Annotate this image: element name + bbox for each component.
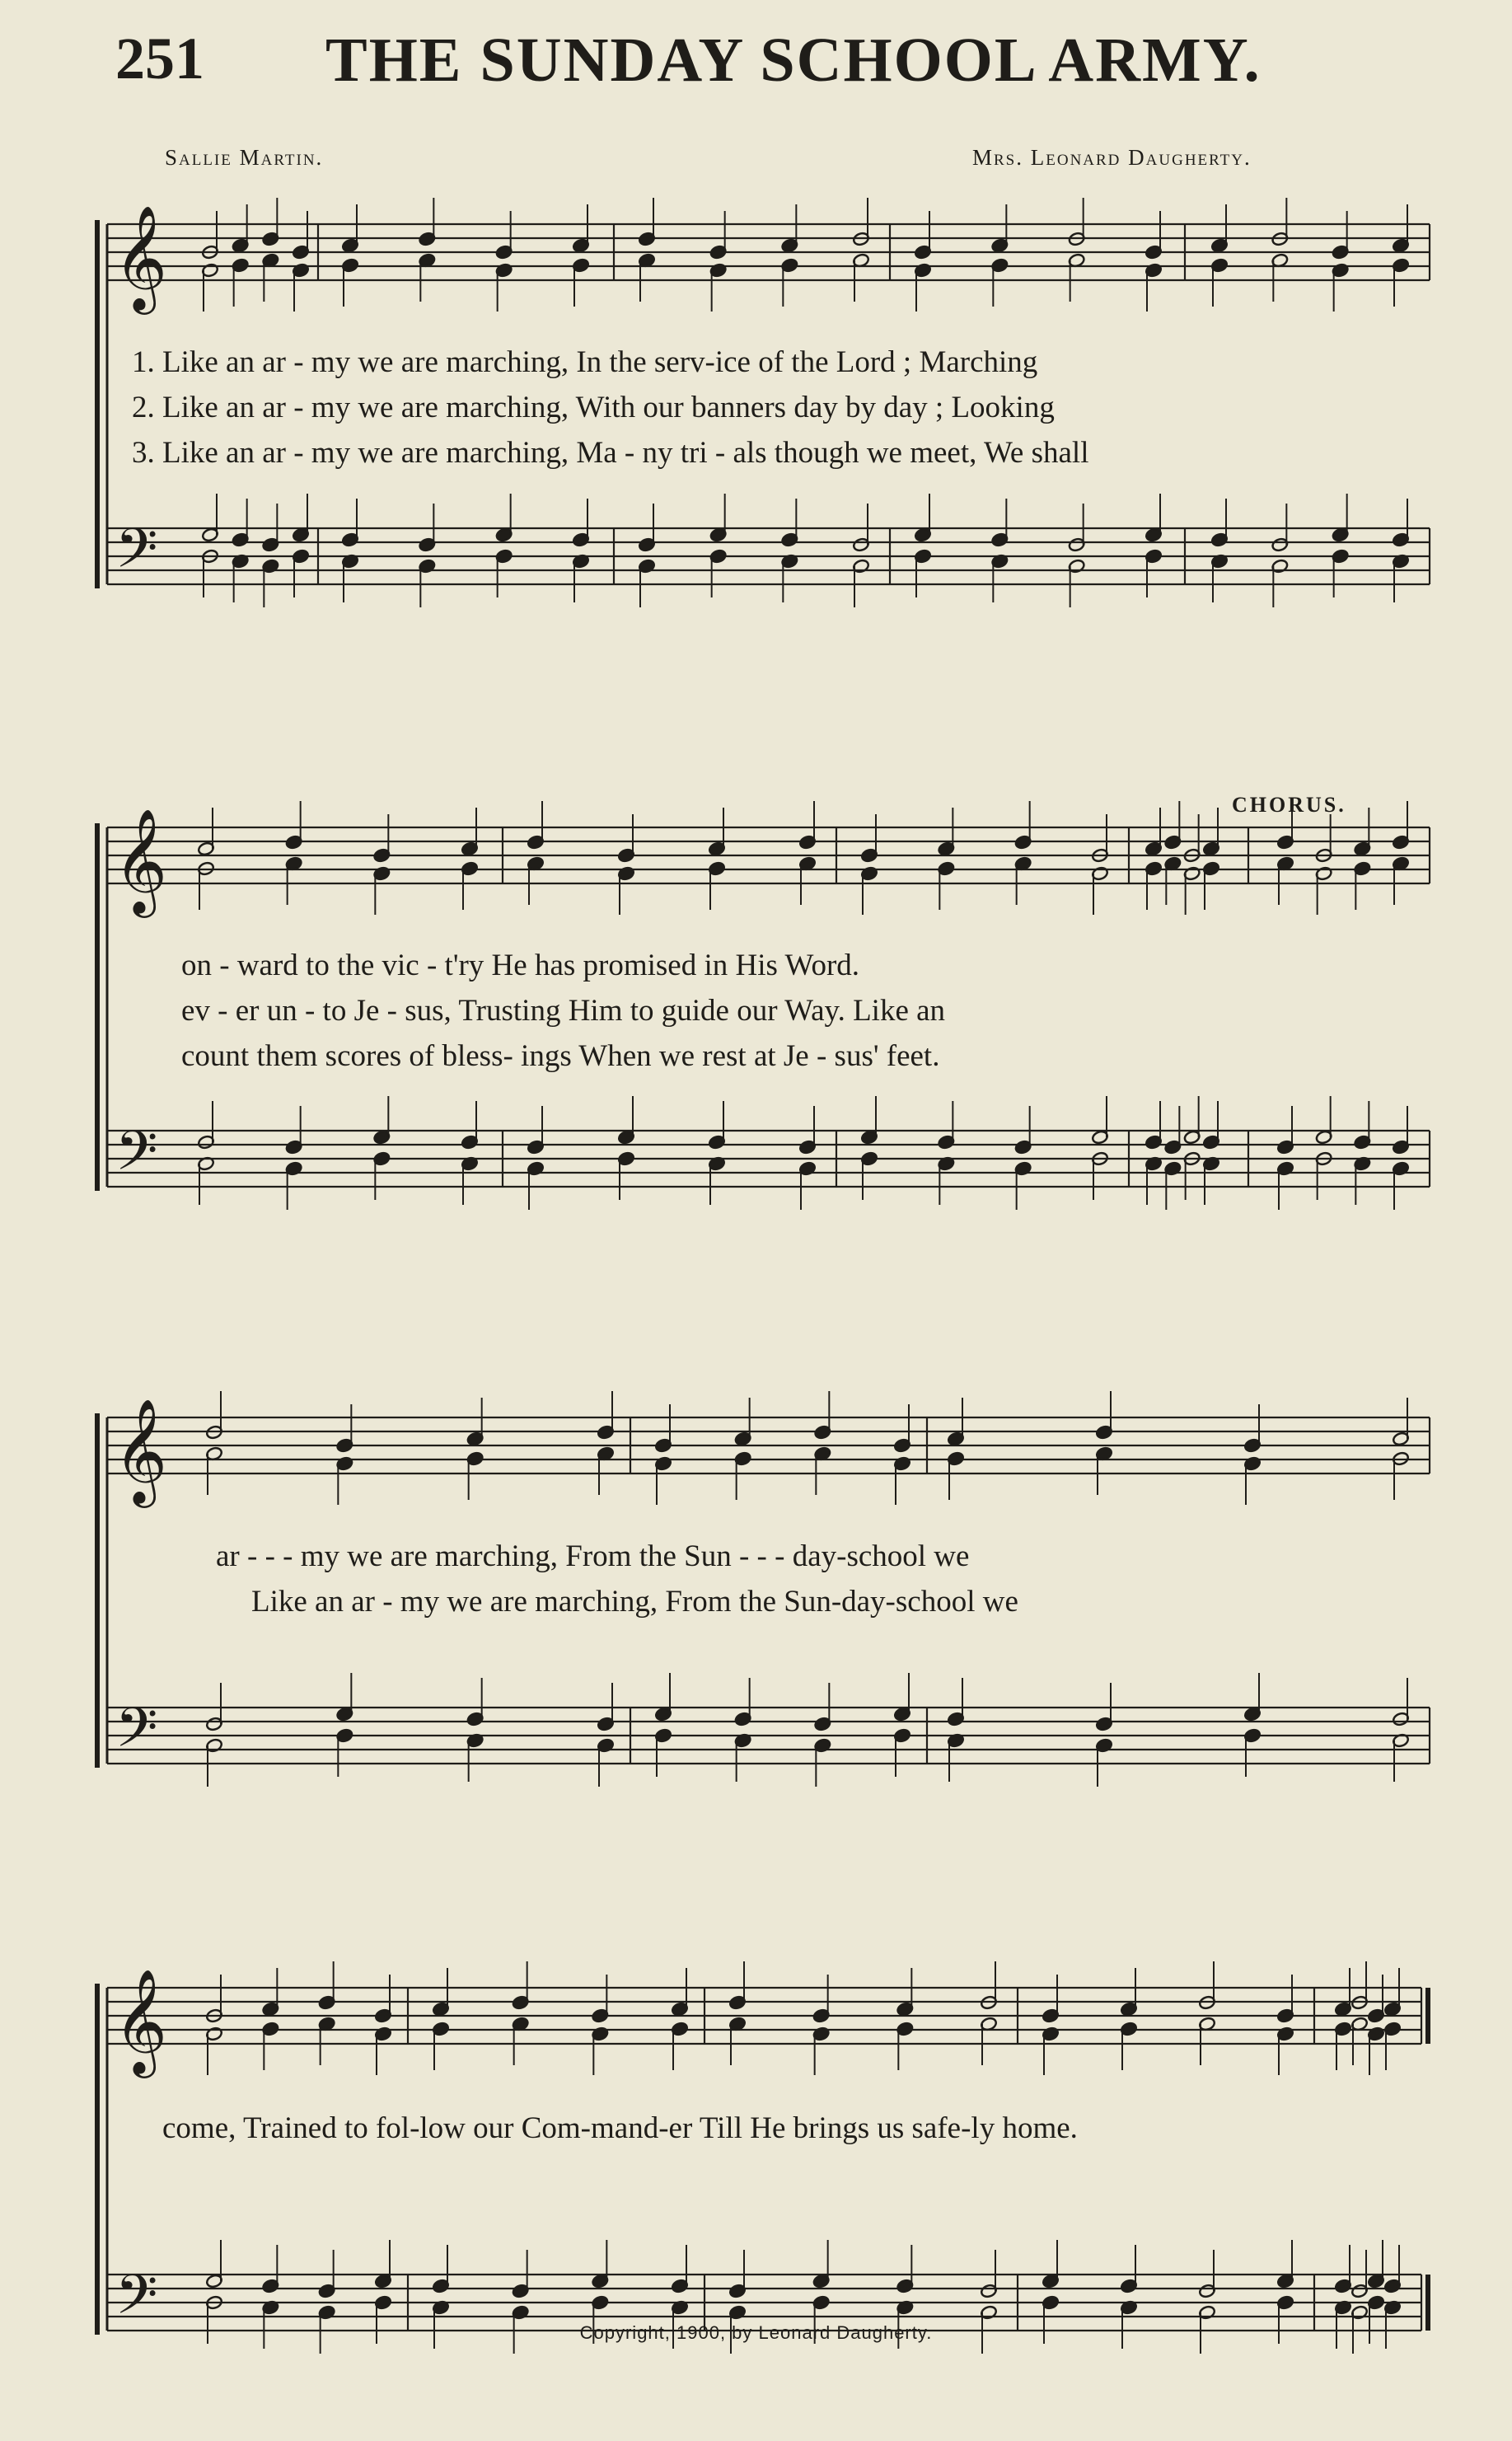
copyright-notice: Copyright, 1900, by Leonard Daugherty.: [579, 2322, 933, 2343]
treble-clef-icon: 𝄞: [114, 808, 168, 913]
lyric-line: Like an ar - my we are marching, From the Sun-day-school we: [251, 1585, 1018, 1619]
author-credit: Sallie Martin.: [165, 145, 324, 170]
treble-clef-icon: 𝄞: [114, 1398, 168, 1503]
lyric-line: 1. Like an ar - my we are marching, In the serv-ice of the Lord ; Marching: [132, 345, 1038, 379]
lyric-line: come, Trained to fol-low our Com-mand-er Till He brings us safe-ly home.: [162, 2111, 1078, 2145]
treble-clef-icon: 𝄞: [114, 204, 168, 310]
bass-clef-icon: 𝄢: [115, 517, 158, 593]
bass-clef-icon: 𝄢: [115, 1696, 158, 1773]
lyric-line: 2. Like an ar - my we are marching, With our banners day by day ; Looking: [132, 391, 1055, 424]
lyric-line: count them scores of bless- ings When we rest at Je - sus' feet.: [181, 1039, 940, 1073]
composer-credit: Mrs. Leonard Daugherty.: [972, 145, 1252, 170]
hymn-number: 251: [115, 26, 204, 91]
bass-clef-icon: 𝄢: [115, 2263, 158, 2340]
lyric-line: on - ward to the vic - t'ry He has promised in His Word.: [181, 949, 860, 982]
hymn-title: THE SUNDAY SCHOOL ARMY.: [325, 26, 1262, 95]
chorus-label: CHORUS.: [1232, 793, 1346, 817]
lyric-line: ar - - - my we are marching, From the Sun - - - day-school we: [216, 1539, 970, 1573]
treble-clef-icon: 𝄞: [114, 1968, 168, 2073]
bass-clef-icon: 𝄢: [115, 1119, 158, 1196]
lyric-line: ev - er un - to Je - sus, Trusting Him to guide our Way. Like an: [181, 994, 946, 1028]
lyric-line: 3. Like an ar - my we are marching, Ma - ny tri - als though we meet, We shall: [132, 436, 1089, 470]
